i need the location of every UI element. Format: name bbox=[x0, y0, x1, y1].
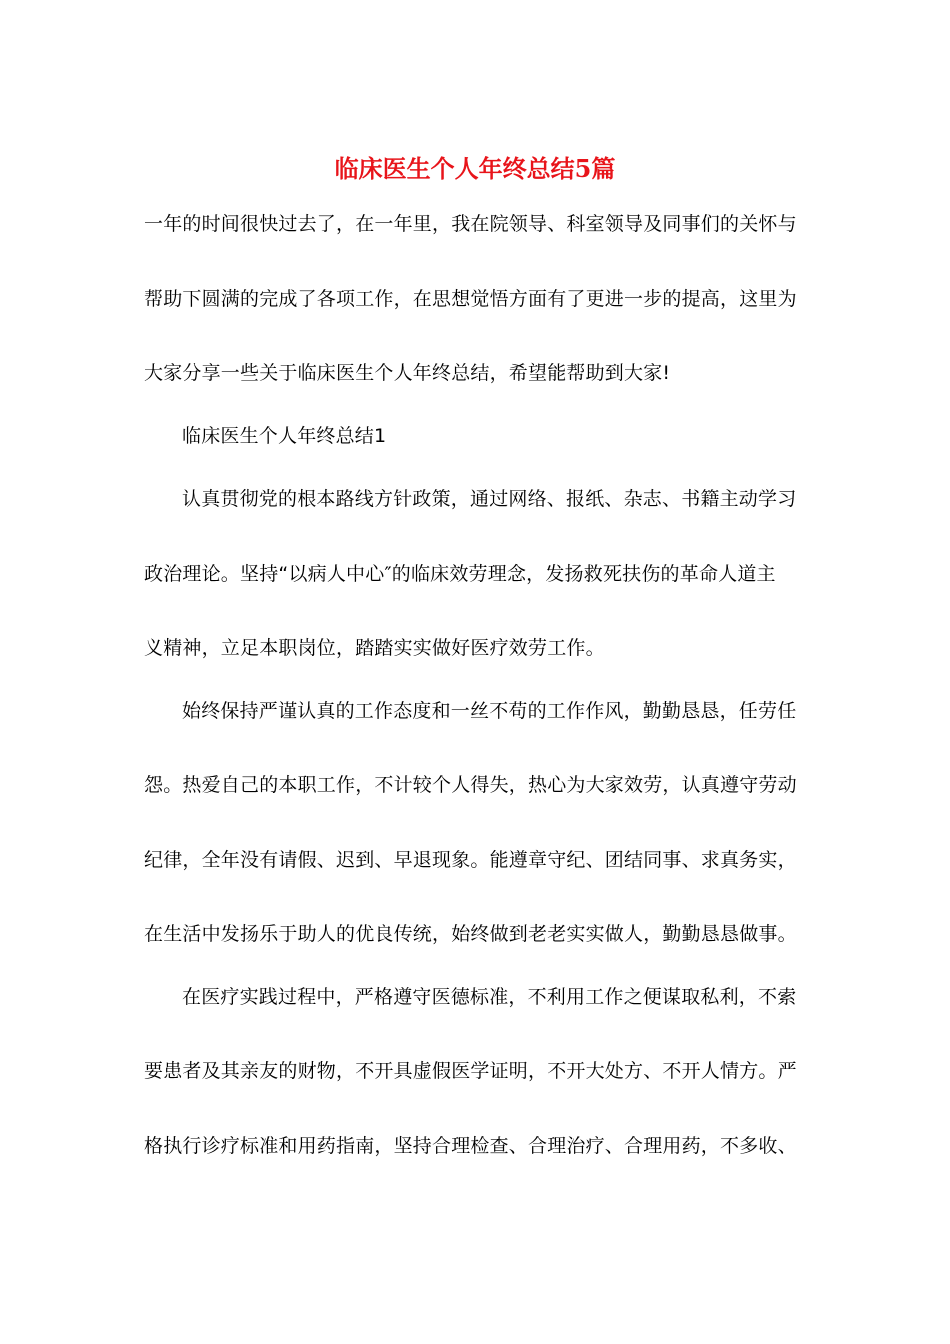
paragraph-line: 认真贯彻党的根本路线方针政策，通过网络、报纸、杂志、书籍主动学习 bbox=[182, 488, 797, 510]
paragraph-line: 义精神，立足本职岗位，踏踏实实做好医疗效劳工作。 bbox=[144, 637, 605, 659]
paragraph-line: 一年的时间很快过去了，在一年里，我在院领导、科室领导及同事们的关怀与 bbox=[144, 213, 797, 235]
paragraph-line: 政治理论。坚持“以病人中心″的临床效劳理念，发扬救死扶伤的革命人道主 bbox=[144, 563, 776, 585]
section-heading: 临床医生个人年终总结1 bbox=[182, 425, 387, 447]
paragraph-line: 纪律，全年没有请假、迟到、早退现象。能遵章守纪、团结同事、求真务实， bbox=[144, 849, 797, 871]
paragraph-line: 帮助下圆满的完成了各项工作，在思想觉悟方面有了更进一步的提高，这里为 bbox=[144, 288, 797, 310]
paragraph-line: 在医疗实践过程中，严格遵守医德标准，不利用工作之便谋取私利，不索 bbox=[182, 986, 797, 1008]
paragraph-line: 始终保持严谨认真的工作态度和一丝不苟的工作作风，勤勤恳恳，任劳任 bbox=[182, 700, 797, 722]
document-title: 临床医生个人年终总结5篇 bbox=[334, 154, 616, 183]
paragraph-line: 格执行诊疗标准和用药指南，坚持合理检查、合理治疗、合理用药，不多收、 bbox=[144, 1135, 797, 1157]
paragraph-line: 要患者及其亲友的财物，不开具虚假医学证明，不开大处方、不开人情方。严 bbox=[144, 1060, 797, 1082]
paragraph-line: 在生活中发扬乐于助人的优良传统，始终做到老老实实做人，勤勤恳恳做事。 bbox=[144, 923, 797, 945]
paragraph-line: 大家分享一些关于临床医生个人年终总结，希望能帮助到大家! bbox=[144, 362, 671, 384]
paragraph-line: 怨。热爱自己的本职工作，不计较个人得失，热心为大家效劳，认真遵守劳动 bbox=[144, 774, 797, 796]
